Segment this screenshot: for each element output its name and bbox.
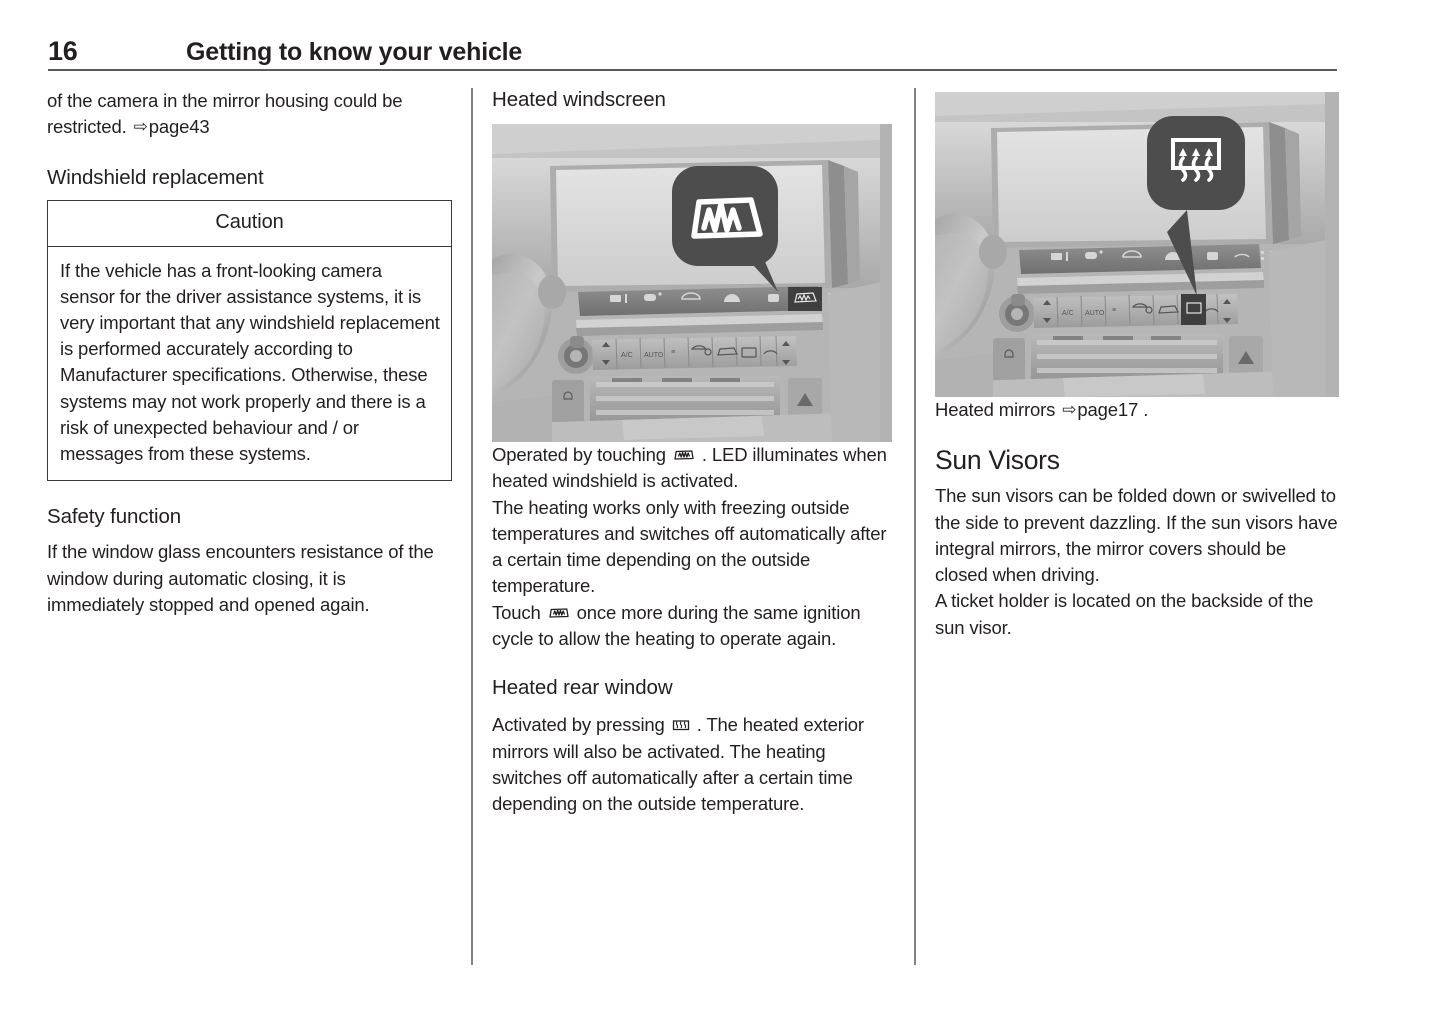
figure-heated-windscreen-dashboard <box>492 124 892 442</box>
heated-windscreen-icon <box>673 448 695 463</box>
middle-column <box>492 88 892 818</box>
page-header <box>48 36 1337 70</box>
column-divider-right <box>914 88 916 965</box>
left-column <box>47 88 447 618</box>
header-rule <box>48 69 1337 71</box>
right-column <box>935 88 1339 641</box>
heated-mirrors-reference <box>935 397 1339 424</box>
intro-paragraph <box>47 88 447 142</box>
chapter-title: Getting to know your vehicle <box>186 38 523 66</box>
svg-text:≡: ≡ <box>1112 307 1117 314</box>
svg-text:AUTO: AUTO <box>644 352 664 359</box>
svg-text:A/C: A/C <box>621 352 633 359</box>
paragraph-4-text-b: . The heated exterior mirrors will also be activated. The heating switches off automatically after a certain time depending on the outside temperature. <box>492 714 864 815</box>
svg-text:AUTO: AUTO <box>1085 310 1105 317</box>
figure-heated-rear-window-dashboard <box>935 92 1339 397</box>
sun-visors-paragraph-1: The sun visors can be folded down or swivelled to the side to prevent dazzling. If the sun visors have integral mirrors, the mirror covers should be closed when driving. <box>935 485 1338 586</box>
page-reference-arrow-icon: ⇨ <box>133 117 148 137</box>
page-reference-target: page43 <box>148 116 210 138</box>
caution-box-title: Caution <box>48 201 451 247</box>
caution-box-body: If the vehicle has a front-looking camera sensor for the driver assistance systems, it is very important that any windshield replacement is performed accurately according to Manufacturer specifications. Otherwise, these systems may not work properly and there is a risk of unexpected behaviour and / or messages from these systems. <box>60 259 440 465</box>
caution-box <box>47 200 452 482</box>
page-reference-suffix: . <box>1143 399 1149 420</box>
intro-paragraph-text: of the camera in the mirror housing could be restricted. <box>47 90 403 138</box>
heated-windscreen-paragraph-1 <box>492 442 892 495</box>
heated-rear-window-callout <box>1147 116 1245 210</box>
safety-function-paragraph: If the window glass encounters resistance of the window during automatic closing, it is immediately stopped and opened again. <box>47 541 434 615</box>
heading-windshield-replacement: Windshield replacement <box>47 165 264 189</box>
svg-text:≡: ≡ <box>671 349 676 356</box>
paragraph-3-text-b: once more during the same ignition cycle to allow the heating to operate again. <box>492 601 861 650</box>
paragraph-3-text-a: Touch <box>492 601 541 623</box>
sun-visors-paragraph-2: A ticket holder is located on the backside of the sun visor. <box>935 590 1314 638</box>
page-reference-arrow-icon: ⇨ <box>1062 400 1077 419</box>
heated-mirrors-label: Heated mirrors <box>935 399 1056 420</box>
heading-safety-function: Safety function <box>47 505 182 529</box>
heated-windscreen-callout <box>672 166 778 266</box>
paragraph-4-text-a: Activated by pressing <box>492 714 665 736</box>
heated-rear-window-paragraph <box>492 712 892 817</box>
paragraph-1-text-b: . LED illuminates when heated windshield is activated. <box>492 444 887 492</box>
heading-heated-rear-window: Heated rear window <box>492 676 673 700</box>
heading-heated-windscreen: Heated windscreen <box>492 88 666 111</box>
heading-sun-visors: Sun Visors <box>935 445 1060 476</box>
heated-rear-window-icon <box>672 719 690 733</box>
column-divider-left <box>471 88 473 965</box>
heated-windscreen-icon <box>548 606 570 621</box>
page-reference-target: page17 <box>1077 399 1139 420</box>
heated-windscreen-paragraph-3 <box>492 600 892 653</box>
heated-windscreen-paragraph-2: The heating works only with freezing outside temperatures and switches off automatically after a certain time depending on the outside temperature. <box>492 496 887 597</box>
page-number: 16 <box>48 36 78 66</box>
svg-text:A/C: A/C <box>1062 310 1074 317</box>
paragraph-1-text-a: Operated by touching <box>492 444 666 465</box>
